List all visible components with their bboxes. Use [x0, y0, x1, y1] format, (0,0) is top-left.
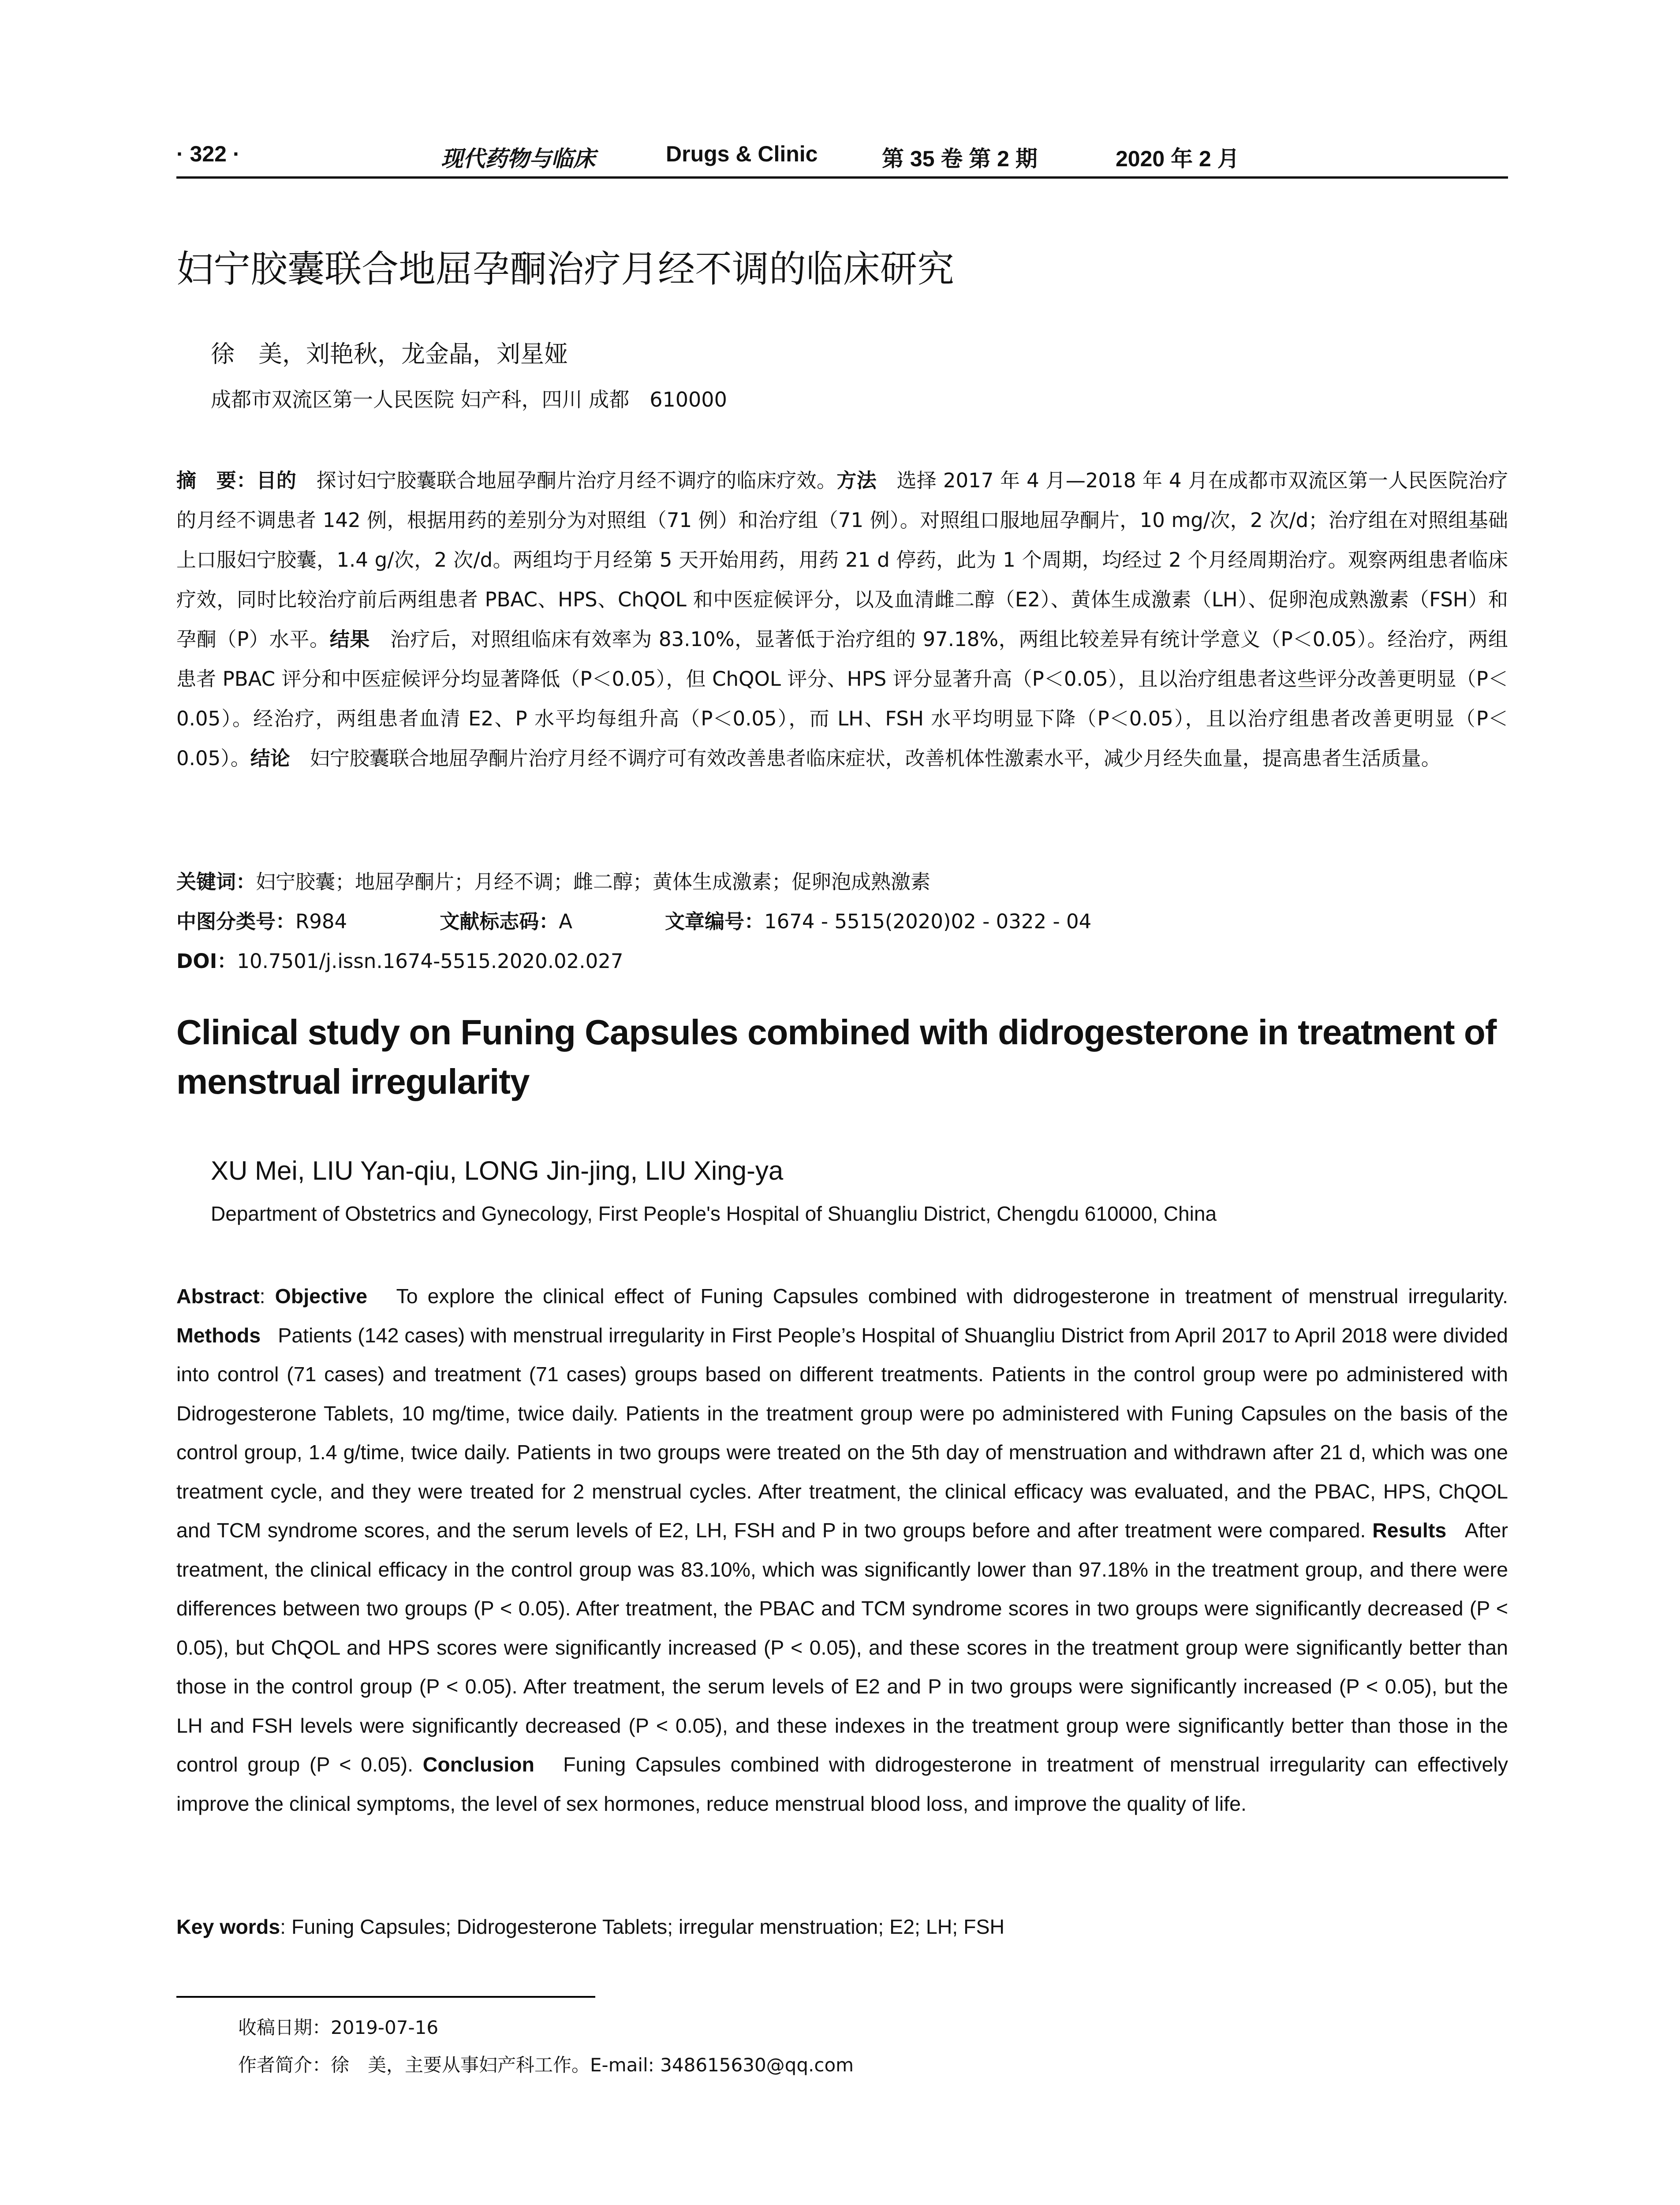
- cn-keywords-text: 妇宁胶囊；地屈孕酮片；月经不调；雌二醇；黄体生成激素；促卵泡成熟激素: [256, 870, 931, 893]
- received-date: 收稿日期：2019-07-16: [238, 2017, 439, 2038]
- journal-name-cn: 现代药物与临床: [441, 146, 595, 172]
- article-no-value: 1674 - 5515(2020)02 - 0322 - 04: [764, 910, 1092, 933]
- cn-results: 治疗后，对照组临床有效率为 83.10%，显著低于治疗组的 97.18%，两组比较差异有统计学意义（P＜0.05）。经治疗，两组患者 PBAC 评分和中医症候评分均显著降低（P＜0.05），但 ChQOL 评分、HPS 评分显著升高（P＜0.05），且以治疗组患者这些评分改善更明显（P＜0.05）。经治疗，两组患者血清 E2、P 水平均每组升高（P＜0.05），而 LH、FSH 水平均明显下降（P＜0.05），且以治疗组患者改善更明显（P＜0.05）。: [176, 628, 1508, 770]
- cn-results-label: 结果: [329, 628, 370, 651]
- en-results: After treatment, the clinical efficacy in the control group was 83.10%, which was significantly lower than 97.18% in the treatment group, and there were differences between two groups (P < 0.05). After treatment, the PBAC and TCM syndrome scores in two groups were significantly decreased (P < 0.05), but ChQOL and HPS scores were significantly increased (P < 0.05), and these scores in the treatment group were significantly better than those in the control group (P < 0.05). After treatment, the serum levels of E2 and P in two groups were significantly increased (P < 0.05), but the LH and FSH levels were significantly decreased (P < 0.05), and these indexes in the treatment group were significantly better than those in the control group (P < 0.05).: [176, 1519, 1508, 1776]
- issue-date: 2020 年 2 月: [1116, 146, 1239, 171]
- cn-keywords-label: 关键词：: [176, 870, 256, 893]
- header-rule: [176, 176, 1508, 179]
- doc-code-value: A: [559, 910, 572, 933]
- article-no-label: 文章编号：: [665, 910, 765, 933]
- en-abstract: Abstract: Objective To explore the clinical effect of Funing Capsules combined with didrogesterone in treatment of menstrual irregularity. Methods Patients (142 cases) with menstrual irregularity in First People’s Hospital of Shuangliu District from April 2017 to April 2018 were divided into control (71 cases) and treatment (71 cases) groups based on different treatments. Patients in the control group were po administered with Didrogesterone Tablets, 10 mg/time, twice daily. Patients in the treatment group were po administered with Funing Capsules on the basis of the control group, 1.4 g/time, twice daily. Patients in two groups were treated on the 5th day of menstruation and withdrawn after 21 d, which was one treatment cycle, and they were treated for 2 menstrual cycles. After treatment, the clinical efficacy was evaluated, and the PBAC, HPS, ChQOL and TCM syndrome scores, and the serum levels of E2, LH, FSH and P in two groups before and after treatment were compared. Results After treatment, the clinical efficacy in the control group was 83.10%, which was significantly lower than 97.18% in the treatment group, and there were differences between two groups (P < 0.05). After treatment, the PBAC and TCM syndrome scores in two groups were significantly decreased (P < 0.05), but ChQOL and HPS scores were significantly increased (P < 0.05), and these scores in the treatment group were significantly better than those in the control group (P < 0.05). After treatment, the serum levels of E2 and P in two groups were significantly increased (P < 0.05), but the LH and FSH levels were significantly decreased (P < 0.05), and these indexes in the treatment group were significantly better than those in the control group (P < 0.05). Conclusion Funing Capsules combined with didrogesterone in treatment of menstrual irregularity can effectively improve the clinical symptoms, the level of sex hormones, reduce menstrual blood loss, and improve the quality of life.: [176, 1285, 1508, 1815]
- running-header: [176, 141, 1508, 176]
- en-authors: XU Mei, LIU Yan-qiu, LONG Jin-jing, LIU Xing-ya: [211, 1156, 784, 1185]
- en-methods-label: Methods: [176, 1323, 261, 1347]
- en-conclusion: Funing Capsules combined with didrogesterone in treatment of menstrual irregularity can effectively improve the clinical symptoms, the level of sex hormones, reduce menstrual blood loss, and improve the quality of life.: [176, 1753, 1508, 1815]
- doi-label: DOI：: [176, 949, 237, 973]
- cn-methods: 选择 2017 年 4 月—2018 年 4 月在成都市双流区第一人民医院治疗的月经不调患者 142 例，根据用药的差别分为对照组（71 例）和治疗组（71 例）。对照组口服地屈孕酮片，10 mg/次，2 次/d；治疗组在对照组基础上口服妇宁胶囊，1.4 g/次，2 次/d。两组均于月经第 5 天开始用药，用药 21 d 停药，此为 1 个周期，均经过 2 个月经周期治疗。观察两组患者临床疗效，同时比较治疗前后两组患者 PBAC、HPS、ChQOL 和中医症候评分，以及血清雌二醇（E2）、黄体生成激素（LH）、促卵泡成熟激素（FSH）和孕酮（P）水平。: [176, 469, 1508, 651]
- en-objective: To explore the clinical effect of Funing Capsules combined with didrogesterone in treatment of menstrual irregularity.: [396, 1285, 1508, 1308]
- en-keywords-text: Funing Capsules; Didrogesterone Tablets; irregular menstruation; E2; LH; FSH: [291, 1915, 1005, 1938]
- cn-conclusion-label: 结论: [250, 747, 290, 770]
- en-objective-label: Objective: [275, 1285, 367, 1308]
- doi-value: 10.7501/j.issn.1674-5515.2020.02.027: [237, 949, 623, 973]
- cn-objective-label: 目的: [256, 469, 297, 492]
- cn-objective: 探讨妇宁胶囊联合地屈孕酮片治疗月经不调疗的临床疗效。: [296, 469, 837, 492]
- author-bio: 作者简介：徐 美，主要从事妇产科工作。E-mail: 348615630@qq.com: [238, 2054, 854, 2076]
- journal-name-en: Drugs & Clinic: [666, 142, 818, 166]
- page-number: · 322 ·: [176, 142, 240, 166]
- volume-issue: 第 35 卷 第 2 期: [882, 146, 1038, 171]
- cn-keywords: [176, 862, 1508, 902]
- cn-doi: [176, 942, 1508, 981]
- cn-affiliation: 成都市双流区第一人民医院 妇产科，四川 成都 610000: [211, 388, 727, 411]
- en-methods: Patients (142 cases) with menstrual irregularity in First People’s Hospital of Shuangliu District from April 2017 to April 2018 were divided into control (71 cases) and treatment (71 cases) groups based on different treatments. Patients in the control group were po administered with Didrogesterone Tablets, 10 mg/time, twice daily. Patients in the treatment group were po administered with Funing Capsules on the basis of the control group, 1.4 g/time, twice daily. Patients in two groups were treated on the 5th day of menstruation and withdrawn after 21 d, which was one treatment cycle, and they were treated for 2 menstrual cycles. After treatment, the clinical efficacy was evaluated, and the PBAC, HPS, ChQOL and TCM syndrome scores, and the serum levels of E2, LH, FSH and P in two groups before and after treatment were compared.: [176, 1323, 1508, 1542]
- cn-authors: 徐 美，刘艳秋，龙金晶，刘星娅: [211, 340, 568, 368]
- doc-code-label: 文献标志码：: [440, 910, 559, 933]
- cn-methods-label: 方法: [836, 469, 877, 492]
- en-affiliation: Department of Obstetrics and Gynecology, First People's Hospital of Shuangliu District, Chengdu 610000, China: [211, 1202, 1217, 1225]
- cn-abstract: [176, 461, 1508, 778]
- cn-classification: [176, 902, 1508, 942]
- clc-value: R984: [295, 910, 347, 933]
- en-conclusion-label: Conclusion: [422, 1753, 534, 1776]
- clc-label: 中图分类号：: [176, 910, 296, 933]
- footnote-rule: [176, 1996, 595, 1998]
- en-title: Clinical study on Funing Capsules combined with didrogesterone in treatment of menstrual irregularity: [176, 1013, 1497, 1101]
- cn-abstract-label: 摘 要：: [176, 469, 257, 492]
- en-keywords: Key words: Funing Capsules; Didrogesterone Tablets; irregular menstruation; E2; LH; FSH: [176, 1915, 1005, 1938]
- cn-title: 妇宁胶囊联合地屈孕酮治疗月经不调的临床研究: [176, 247, 955, 291]
- en-abstract-label: Abstract: [176, 1285, 260, 1308]
- en-results-label: Results: [1372, 1519, 1447, 1542]
- cn-conclusion: 妇宁胶囊联合地屈孕酮片治疗月经不调疗可有效改善患者临床症状，改善机体性激素水平，减少月经失血量，提高患者生活质量。: [290, 747, 1441, 770]
- en-keywords-label: Key words: [176, 1915, 280, 1938]
